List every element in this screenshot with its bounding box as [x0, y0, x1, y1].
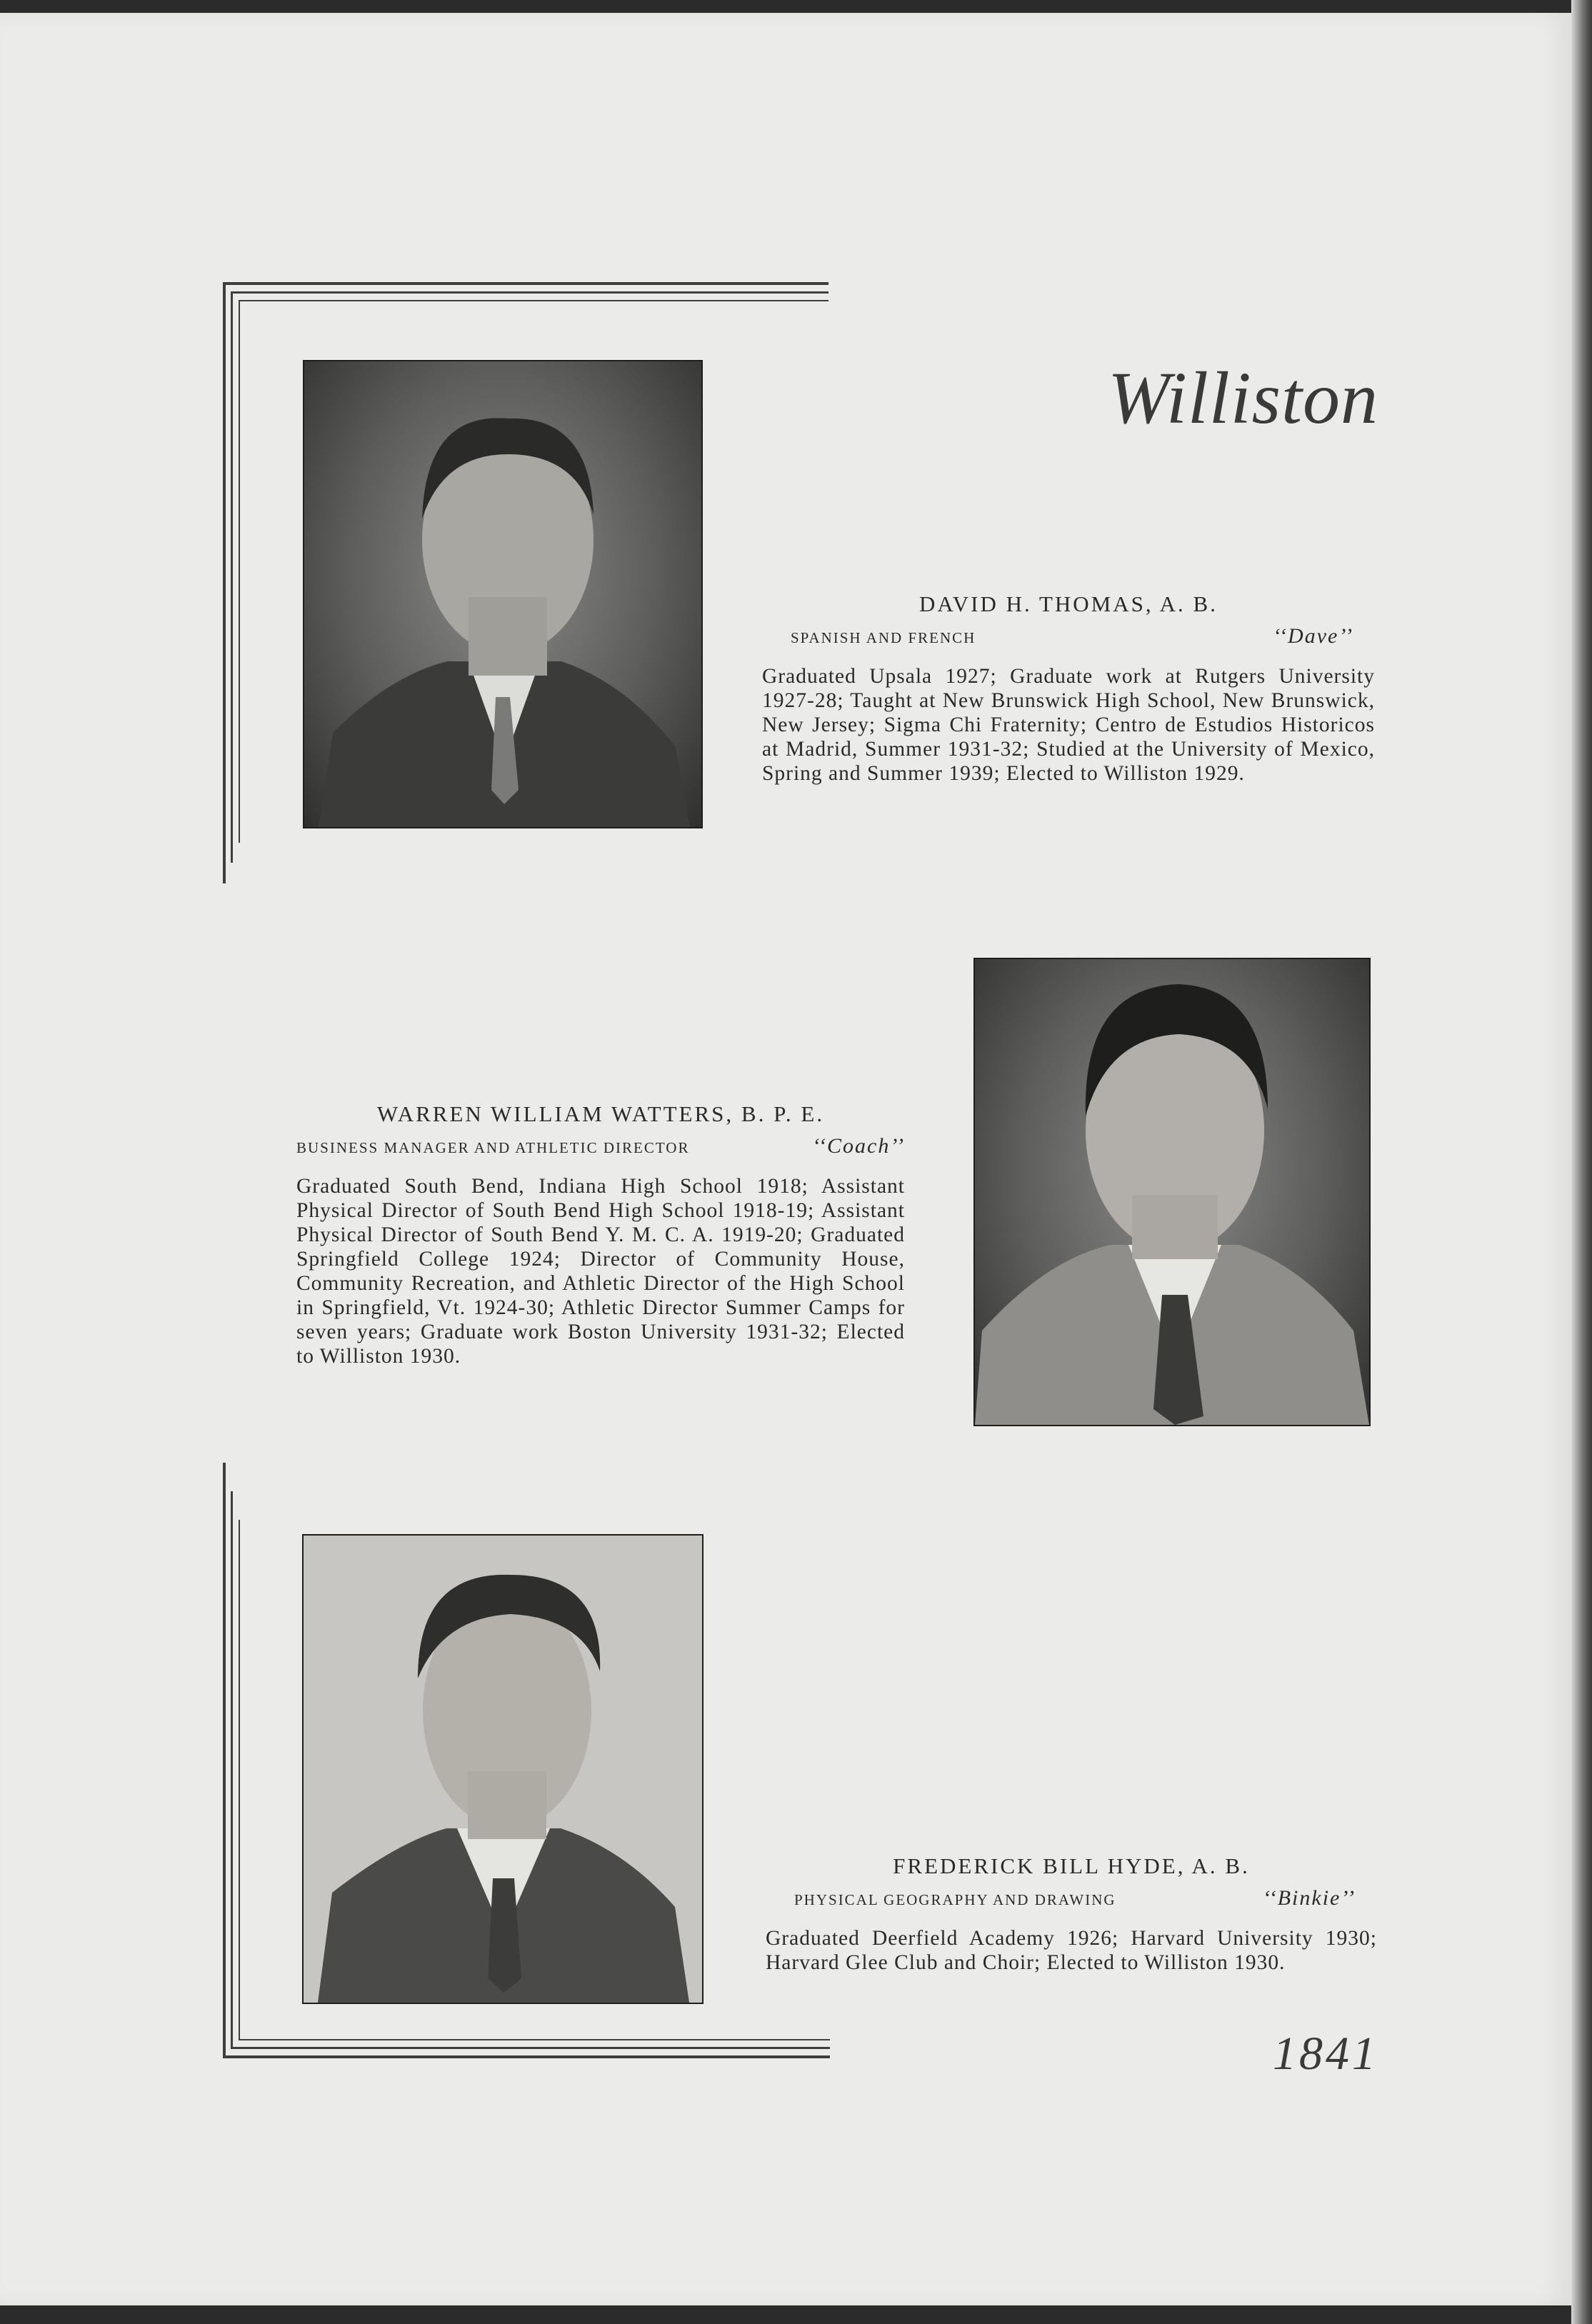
faculty-bio: Graduated Deerfield Academy 1926; Harvard University 1930; Harvard Glee Club and Choir; Elected to Williston 1930.	[766, 1927, 1377, 1974]
faculty-subject: SPANISH AND FRENCH	[791, 629, 976, 646]
portrait-photo-watters	[973, 958, 1371, 1426]
book-binding-edge	[1571, 0, 1592, 2324]
frame-left-line-3	[239, 300, 240, 843]
faculty-subject: PHYSICAL GEOGRAPHY AND DRAWING	[794, 1891, 1116, 1908]
frame-left-lower-2	[231, 1491, 233, 2049]
frame-top-line-3	[239, 300, 828, 301]
frame-left-line-2	[231, 291, 233, 863]
frame-top-line-2	[231, 291, 828, 294]
faculty-subject: BUSINESS MANAGER AND ATHLETIC DIRECTOR	[296, 1139, 690, 1156]
portrait-photo-hyde	[302, 1534, 704, 2004]
faculty-bio: Graduated South Bend, Indiana High School 1918; Assistant Physical Director of South Bend High School 1918-19; Assistant Physical Director of South Bend Y. M. C. A. 1919-20; Graduated Springfield College 1924; Director of Community House, Community Recreation, and Athletic Director of the High School in Springfield, Vt. 1924-30; Athletic Director Summer Camps for seven years; Graduate work Boston University 1931-32; Elected to Williston 1930.	[296, 1175, 905, 1368]
faculty-entry-watters	[296, 1101, 905, 1368]
frame-bottom-line-1	[223, 2055, 830, 2058]
yearbook-page	[0, 13, 1571, 2305]
frame-top-line-1	[223, 282, 828, 285]
frame-bottom-line-2	[231, 2047, 830, 2049]
faculty-nickname: ‘‘Dave’’	[1273, 624, 1353, 648]
frame-left-lower-1	[223, 1463, 226, 2058]
page-number: 1841	[1273, 2028, 1378, 2080]
faculty-entry-thomas	[762, 591, 1375, 786]
faculty-nickname: ‘‘Coach’’	[812, 1134, 905, 1158]
page-title: Williston	[1108, 357, 1378, 439]
portrait-photo-thomas	[303, 360, 703, 828]
frame-left-lower-3	[239, 1520, 240, 2040]
faculty-name: FREDERICK BILL HYDE, A. B.	[893, 1853, 1250, 1878]
faculty-nickname: ‘‘Binkie’’	[1263, 1886, 1356, 1910]
frame-left-line-1	[223, 282, 226, 883]
frame-bottom-line-3	[239, 2039, 830, 2040]
faculty-name: WARREN WILLIAM WATTERS, B. P. E.	[376, 1101, 825, 1126]
faculty-entry-hyde	[766, 1853, 1377, 1975]
faculty-name: DAVID H. THOMAS, A. B.	[919, 591, 1218, 616]
faculty-bio: Graduated Upsala 1927; Graduate work at Rutgers University 1927-28; Taught at New Brunswick High School, New Brunswick, New Jersey; Sigma Chi Fraternity; Centro de Estudios Historicos at Madrid, Summer 1931-32; Studied at the University of Mexico, Spring and Summer 1939; Elected to Williston 1929.	[762, 665, 1375, 785]
